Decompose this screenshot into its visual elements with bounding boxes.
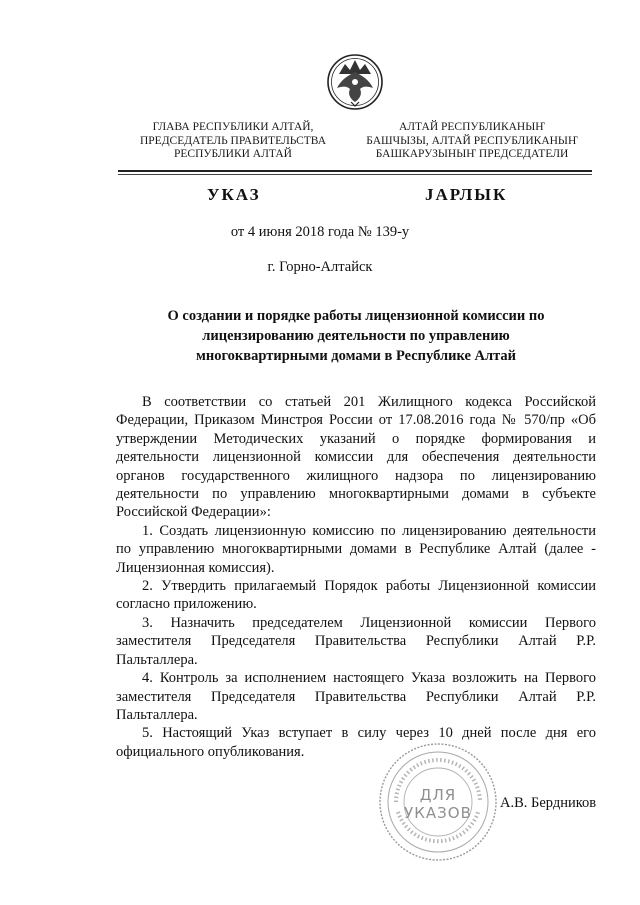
stamp-text-line2: УКАЗОВ xyxy=(404,804,472,822)
issuer-header-line: РЕСПУБЛИКИ АЛТАЙ xyxy=(174,148,292,160)
place: г. Горно-Алтайск xyxy=(267,259,373,275)
header-divider-thin xyxy=(118,174,592,175)
title-line: многоквартирными домами в Республике Алтай xyxy=(195,348,517,364)
seal-stamp-icon xyxy=(376,740,500,864)
clause-4: 4. Контроль за исполнением настоящего Указа возложить на Первого заместителя Председателя Правительства Республики Алтай Р.Р. Пальталлера. xyxy=(116,670,596,723)
republic-of-altai-emblem-icon xyxy=(325,52,385,112)
issuer-header-russian xyxy=(128,121,338,162)
signer-name: А.В. Бердников xyxy=(500,795,597,811)
document-body xyxy=(116,393,596,761)
title-line: О создании и порядке работы лицензионной комиссии по xyxy=(167,308,545,324)
doc-type-russian: УКАЗ xyxy=(207,185,261,204)
date-number: от 4 июня 2018 года № 139-у xyxy=(230,224,410,240)
header-divider-thick xyxy=(118,170,592,172)
preamble-paragraph: В соответствии со статьей 201 Жилищного кодекса Российской Федерации, Приказом Минстроя России от 17.08.2016 года № 570/пр «Об утверждении Методических указаний о порядке формирования и деятельности лицензионной комиссии для обеспечения деятельности органов государственного жилищного надзора по лицензированию деятельности по управлению многоквартирными домами в субъекте Российской Федерации»: xyxy=(116,394,596,521)
clause-3: 3. Назначить председателем Лицензионной комиссии Первого заместителя Председателя Правительства Республики Алтай Р.Р. Пальталлера. xyxy=(116,614,596,668)
stamp-text-line1: ДЛЯ xyxy=(419,786,457,804)
issuer-header-line: БАШЧЫЗЫ, АЛТАЙ РЕСПУБЛИКАНЫҤ xyxy=(366,134,578,147)
doc-type-altai: ЈАРЛЫК xyxy=(425,185,508,204)
document-title xyxy=(140,306,572,366)
issuer-header-altai xyxy=(352,121,592,162)
issuer-header-line: ГЛАВА РЕСПУБЛИКИ АЛТАЙ, xyxy=(152,121,314,133)
clause-2: 2. Утвердить прилагаемый Порядок работы Лицензионной комиссии согласно приложению. xyxy=(116,578,596,613)
clause-5: 5. Настоящий Указ вступает в силу через 10 дней после дня его официального опубликования. xyxy=(116,725,596,760)
issuer-header-line: ПРЕДСЕДАТЕЛЬ ПРАВИТЕЛЬСТВА xyxy=(139,134,327,147)
title-line: лицензированию деятельности по управлению xyxy=(202,328,510,344)
issuer-header-line: БАШКАРУЗЫНЫҤ ПРЕДСЕДАТЕЛИ xyxy=(375,148,569,160)
issuer-header-line: АЛТАЙ РЕСПУБЛИКАНЫҤ xyxy=(398,121,546,133)
clause-1: 1. Создать лицензионную комиссию по лицензированию деятельности по управлению многоквартирными домами в Республике Алтай (далее - Лицензионная комиссия). xyxy=(116,522,596,576)
